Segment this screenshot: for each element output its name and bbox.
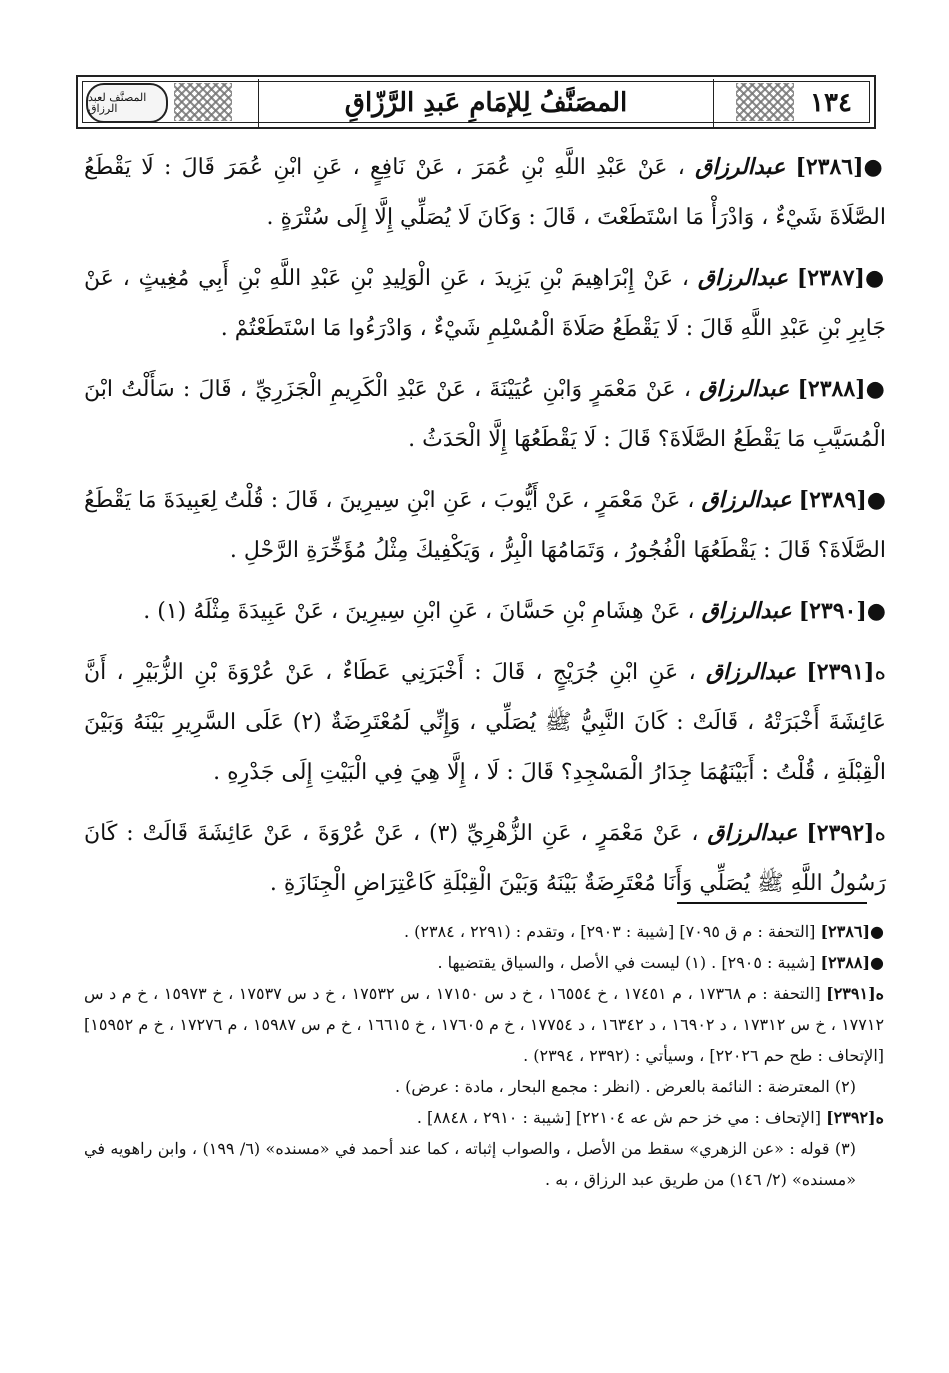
narrator-name: عبدالرزاق [699, 376, 790, 402]
footnote-divider [677, 902, 867, 904]
narrator-name: عبدالرزاق [705, 659, 797, 685]
entry-number: [٢٣٨٧] [796, 265, 865, 291]
entry-marker: ● [863, 155, 886, 180]
page-header [76, 75, 876, 129]
book-logo [86, 83, 168, 123]
footnote-lead: ه[٢٣٩١] [826, 984, 885, 1003]
hadith-entry [84, 253, 886, 354]
footnote [84, 978, 884, 1071]
entry-text: ، عَنْ هِشَامِ بْنِ حَسَّانَ ، عَنِ ابْنِ سِيرِينَ ، عَنْ عَبِيدَةَ مِثْلَهُ (١) . [143, 599, 695, 624]
hadith-entry [84, 364, 886, 465]
hadith-entry [84, 586, 886, 637]
footnotes [84, 916, 884, 1195]
narrator-name: عبدالرزاق [701, 487, 792, 513]
entry-text: ، عَنْ إِبْرَاهِيمَ بْنِ يَزِيدَ ، عَنِ الْوَلِيدِ بْنِ عَبْدِ اللَّهِ بْنِ أَبِي مُغِيثٍ ، عَنْ جَابِرِ بْنِ عَبْدِ اللَّهِ قَالَ : لَا يَقْطَعُ صَلَاةَ الْمُسْلِمِ شَيْءٌ ، وَادْرَءُوا مَا اسْتَطَعْتُمْ . [84, 266, 886, 341]
entry-number: [٢٣٨٨] [797, 376, 866, 402]
footnote-text: (٣) قوله : «عن الزهري» سقط من الأصل ، والصواب إثباته ، كما عند أحمد في «مسنده» (٦/ ١٩٩) ، وابن راهويه في «مسنده» (٢/ ١٤٦) من طريق عبد الرزاق ، به . [84, 1139, 856, 1189]
footnote-text: [التحفة : م ق ٧٠٩٥] [شيبة : ٢٩٠٣] ، وتقدم : (٢٢٩١ ، ٢٣٨٤) . [403, 922, 816, 941]
hadith-list [84, 142, 886, 919]
book-logo-text: المصنَّف لعبد الرزاق [88, 91, 147, 115]
footnote [84, 1071, 884, 1102]
entry-marker: ه [874, 660, 886, 685]
entry-number: [٢٣٩٠] [798, 598, 867, 624]
hadith-entry [84, 142, 886, 243]
footnote-lead: ه[٢٣٩٢] [826, 1108, 884, 1127]
narrator-name: عبدالرزاق [697, 265, 788, 291]
entry-marker: ه [874, 821, 886, 846]
entry-text: ، عَنْ مَعْمَرٍ ، عَنْ أَيُّوبَ ، عَنِ ابْنِ سِيرِينَ ، قَالَ : قُلْتُ لِعَبِيدَةَ مَا يَقْطَعُ الصَّلَاةَ؟ قَالَ : يَقْطَعُهَا الْفُجُورُ ، وَتَمَامُهَا الْبِرُّ ، وَيَكْفِيكَ مِثْلُ مُؤَخِّرَةِ الرَّحْلِ . [84, 488, 886, 563]
footnote [84, 947, 884, 978]
page-number: ١٣٤ [810, 88, 852, 118]
footnote-text: [التحفة : م ١٧٣٦٨ ، م ١٧٤٥١ ، خ ١٦٥٥٤ ، خ د س ١٧١٥٠ ، س ١٧٥٣٢ ، خ د س ١٧٥٣٧ ، خ ١٥٩٧٣ ، خ م د س ١٧٧١٢ ، خ س ١٧٣١٢ ، د ١٦٩٠٢ ، د ١٦٣٤٢ ، د ١٧٧٥٤ ، خ م ١٧٦٠٥ ، خ ١٦٦١٥ ، خ م س ١٥٩٨٧ ، م ١٧٢٧٦ ، خ م ١٥٩٥٢] [الإتحاف : طح حم ٢٢٠٢٦] ، وسيأتي : (٢٣٩٢ ، ٢٣٩٤) . [84, 984, 885, 1065]
footnote-text: [الإتحاف : مي خز حم ش عه ٢٢١٠٤] [شيبة : ٢٩١٠ ، ٨٨٤٨] . [416, 1108, 821, 1127]
footnote-text: (٢) المعترضة : النائمة بالعرض . (انظر : مجمع البحار ، مادة : عرض) . [394, 1077, 856, 1096]
footnote-lead: ●[٢٣٨٦] [820, 922, 884, 941]
footnote-text: [شيبة : ٢٩٠٥] . (١) ليست في الأصل ، والسياق يقتضيها . [437, 953, 816, 972]
entry-text: ، عَنْ مَعْمَرٍ وَابْنِ عُيَيْنَةَ ، عَنْ عَبْدِ الْكَرِيمِ الْجَزَرِيِّ ، قَالَ : سَأَلْتُ ابْنَ الْمُسَيَّبِ مَا يَقْطَعُ الصَّلَاةَ؟ قَالَ : لَا يَقْطَعُهَا إِلَّا الْحَدَثُ . [84, 377, 886, 452]
header-ornament-right [736, 83, 794, 121]
hadith-entry [84, 808, 886, 909]
entry-number: [٢٣٩١] [806, 659, 875, 685]
narrator-name: عبدالرزاق [695, 154, 786, 180]
hadith-entry [84, 475, 886, 576]
narrator-name: عبدالرزاق [707, 820, 798, 846]
entry-marker: ● [866, 599, 886, 624]
footnote [84, 1102, 884, 1133]
header-ornament-left [174, 83, 232, 121]
footnote [84, 1133, 884, 1195]
entry-text: ، عَنْ عَبْدِ اللَّهِ بْنِ عُمَرَ ، عَنْ نَافِعٍ ، عَنِ ابْنِ عُمَرَ قَالَ : لَا يَقْطَعُ الصَّلَاةَ شَيْءٌ ، وَادْرَأْ مَا اسْتَطَعْتَ ، قَالَ : وَكَانَ لَا يُصَلِّي إِلَّا إِلَى سُتْرَةٍ . [84, 155, 886, 230]
entry-number: [٢٣٩٢] [806, 820, 875, 846]
running-title: المصَنَّفُ لِلإمَامِ عَبدِ الرَّزّاقِ [258, 79, 714, 127]
hadith-entry [84, 647, 886, 798]
entry-number: [٢٣٨٩] [798, 487, 867, 513]
footnote-lead: ●[٢٣٨٨] [820, 953, 884, 972]
entry-marker: ● [865, 377, 886, 402]
entry-number: [٢٣٨٦] [795, 154, 864, 180]
footnote [84, 916, 884, 947]
entry-marker: ● [864, 266, 887, 291]
narrator-name: عبدالرزاق [701, 598, 792, 624]
entry-text: ، عَنْ مَعْمَرٍ ، عَنِ الزُّهْرِيِّ (٣) ، عَنْ عُرْوَةَ ، عَنْ عَائِشَةَ قَالَتْ : كَانَ رَسُولُ اللَّهِ ﷺ يُصَلِّي وَأَنَا مُعْتَرِضَةٌ بَيْنَهُ وَبَيْنَ الْقِبْلَةِ كَاعْتِرَاضِ الْجِنَازَةِ . [84, 821, 886, 896]
entry-marker: ● [866, 488, 886, 513]
entry-text: ، عَنِ ابْنِ جُرَيْجٍ ، قَالَ : أَخْبَرَنِي عَطَاءٌ ، عَنْ عُرْوَةَ بْنِ الزُّبَيْرِ ، أَنَّ عَائِشَةَ أَخْبَرَتْهُ ، قَالَتْ : كَانَ النَّبِيُّ ﷺ يُصَلِّي ، وَإِنِّي لَمُعْتَرِضَةٌ (٢) عَلَى السَّرِيرِ بَيْنَهُ وَبَيْنَ الْقِبْلَةِ ، قُلْتُ : أَبَيْنَهُمَا جِدَارُ الْمَسْجِدِ؟ قَالَ : لَا ، إِلَّا هِيَ فِي الْبَيْتِ إِلَى جَدْرِهِ . [84, 660, 886, 785]
